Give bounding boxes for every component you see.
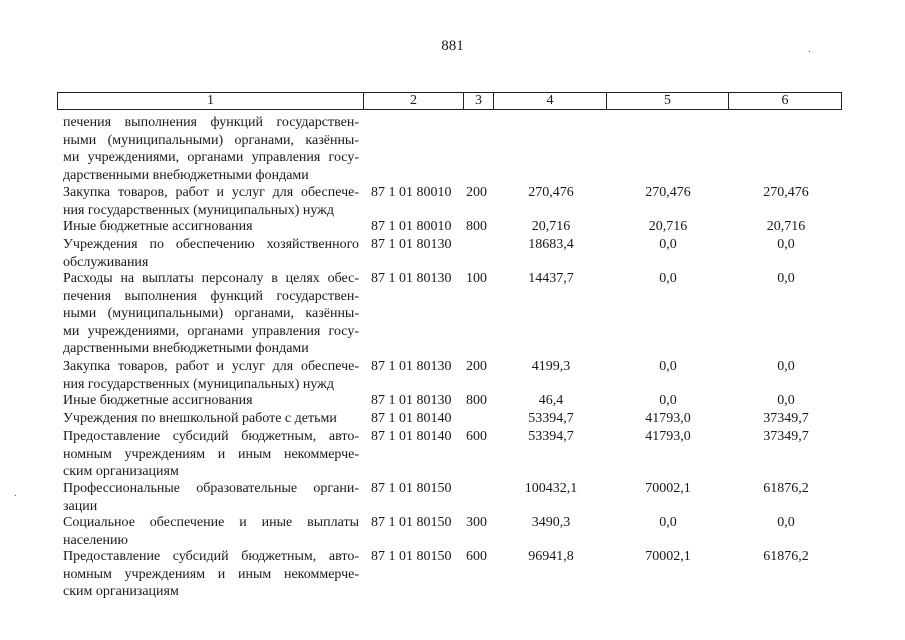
row-value-col4: 14437,7: [528, 271, 574, 286]
row-name-line: печения выполнения функций государствен-: [63, 288, 359, 304]
row-value-col6: 37349,7: [763, 429, 809, 444]
header-col-5: 5: [607, 93, 729, 109]
row-expense-type: 300: [466, 515, 487, 530]
row-name: [63, 184, 359, 219]
row-name-line: печения выполнения функций государствен-: [63, 115, 359, 130]
row-code: 87 1 01 80130: [371, 359, 452, 374]
header-col-2: 2: [364, 93, 464, 109]
row-value-col4: 18683,4: [528, 237, 574, 252]
row-value-col4: 53394,7: [528, 429, 574, 444]
header-col-3: 3: [464, 93, 494, 109]
row-value-col4: 20,716: [531, 219, 571, 234]
row-name: [63, 218, 359, 236]
row-name-line: ским организациям: [63, 464, 179, 479]
row-value-col5: 0,0: [659, 393, 677, 408]
row-name-line: дарственными внебюджетными фондами: [63, 167, 309, 183]
scan-mark: .: [14, 488, 17, 499]
row-name-line: Предоставление субсидий бюджетным, авто-: [63, 549, 359, 564]
row-name: [63, 480, 359, 515]
row-value-col5: 0,0: [659, 515, 677, 530]
row-value-col6: 61876,2: [763, 549, 809, 564]
row-name: [63, 114, 359, 184]
row-value-col6: 61876,2: [763, 481, 809, 496]
row-name: [63, 548, 359, 601]
row-name-line: Закупка товаров, работ и услуг для обеспече-: [63, 359, 359, 374]
row-name: [63, 392, 359, 410]
row-value-col5: 0,0: [659, 237, 677, 252]
row-name: [63, 358, 359, 393]
row-code: 87 1 01 80140: [371, 429, 452, 444]
row-name-line: обслуживания: [63, 254, 149, 270]
row-name: [63, 236, 359, 271]
row-code: 87 1 01 80010: [371, 219, 452, 234]
header-col-4: 4: [494, 93, 607, 109]
row-code: 87 1 01 80130: [371, 271, 452, 286]
row-value-col6: 0,0: [777, 515, 795, 530]
row-name: [63, 270, 359, 358]
row-name-line: зации: [63, 498, 98, 514]
row-name-line: Профессиональные образовательные органи-: [63, 481, 359, 496]
row-name: [63, 514, 359, 549]
row-name-line: номным учреждениям и иным некоммерче-: [63, 446, 359, 462]
row-code: 87 1 01 80130: [371, 237, 452, 252]
row-value-col4: 96941,8: [528, 549, 574, 564]
row-value-col6: 270,476: [763, 185, 809, 200]
row-code: 87 1 01 80150: [371, 515, 452, 530]
row-name-line: Иные бюджетные ассигнования: [63, 393, 253, 408]
row-name-line: ными (муниципальными) органами, казённы-: [63, 132, 359, 148]
row-value-col5: 70002,1: [645, 481, 691, 496]
row-value-col5: 20,716: [648, 219, 688, 234]
header-col-6: 6: [781, 93, 789, 108]
row-expense-type: 800: [466, 393, 487, 408]
row-name-line: Иные бюджетные ассигнования: [63, 219, 253, 234]
row-code: 87 1 01 80130: [371, 393, 452, 408]
row-name-line: номным учреждениям и иным некоммерче-: [63, 566, 359, 582]
row-name: [63, 410, 359, 428]
row-value-col5: 41793,0: [645, 411, 691, 426]
row-value-col6: 0,0: [777, 271, 795, 286]
row-value-col5: 70002,1: [645, 549, 691, 564]
scan-mark: .: [808, 44, 811, 55]
row-name-line: Социальное обеспечение и иные выплаты: [63, 515, 359, 530]
row-value-col6: 0,0: [777, 359, 795, 374]
row-name-line: ными (муниципальными) органами, казённы-: [63, 306, 359, 321]
row-value-col6: 0,0: [777, 393, 795, 408]
row-name-line: Учреждения по обеспечению хозяйственного: [63, 237, 359, 252]
row-value-col6: 20,716: [766, 219, 806, 234]
row-expense-type: 600: [466, 429, 487, 444]
row-value-col4: 4199,3: [531, 359, 571, 374]
row-code: 87 1 01 80150: [371, 549, 452, 564]
row-name-line: ния государственных (муниципальных) нужд: [63, 202, 334, 218]
row-name-line: дарственными внебюджетными фондами: [63, 341, 309, 356]
row-code: 87 1 01 80150: [371, 481, 452, 496]
row-value-col4: 100432,1: [524, 481, 578, 496]
table-header-row: [57, 92, 842, 110]
row-name: [63, 428, 359, 481]
row-value-col4: 46,4: [538, 393, 564, 408]
row-expense-type: 600: [466, 549, 487, 564]
header-col-1: 1: [58, 93, 364, 109]
row-name-line: ми учреждениями, органами управления госу-: [63, 150, 359, 165]
row-value-col4: 53394,7: [528, 411, 574, 426]
row-name-line: ским организациям: [63, 584, 179, 599]
row-value-col6: 37349,7: [763, 411, 809, 426]
row-expense-type: 200: [466, 359, 487, 374]
row-value-col5: 41793,0: [645, 429, 691, 444]
row-name-line: Предоставление субсидий бюджетным, авто-: [63, 429, 359, 444]
row-expense-type: 200: [466, 185, 487, 200]
page-number: 881: [441, 38, 464, 54]
row-value-col4: 270,476: [528, 185, 574, 200]
row-value-col6: 0,0: [777, 237, 795, 252]
row-value-col5: 0,0: [659, 271, 677, 286]
row-name-line: Расходы на выплаты персоналу в целях обес-: [63, 271, 359, 286]
row-name-line: ния государственных (муниципальных) нужд: [63, 376, 334, 392]
row-name-line: ми учреждениями, органами управления госу-: [63, 323, 359, 339]
row-code: 87 1 01 80140: [371, 411, 452, 426]
row-value-col5: 0,0: [659, 359, 677, 374]
row-value-col4: 3490,3: [531, 515, 571, 530]
row-name-line: населению: [63, 532, 128, 548]
row-code: 87 1 01 80010: [371, 185, 452, 200]
row-value-col5: 270,476: [645, 185, 691, 200]
row-name-line: Закупка товаров, работ и услуг для обеспече-: [63, 185, 359, 200]
row-expense-type: 100: [466, 271, 487, 286]
row-expense-type: 800: [466, 219, 487, 234]
row-name-line: Учреждения по внешкольной работе с детьми: [63, 411, 337, 426]
